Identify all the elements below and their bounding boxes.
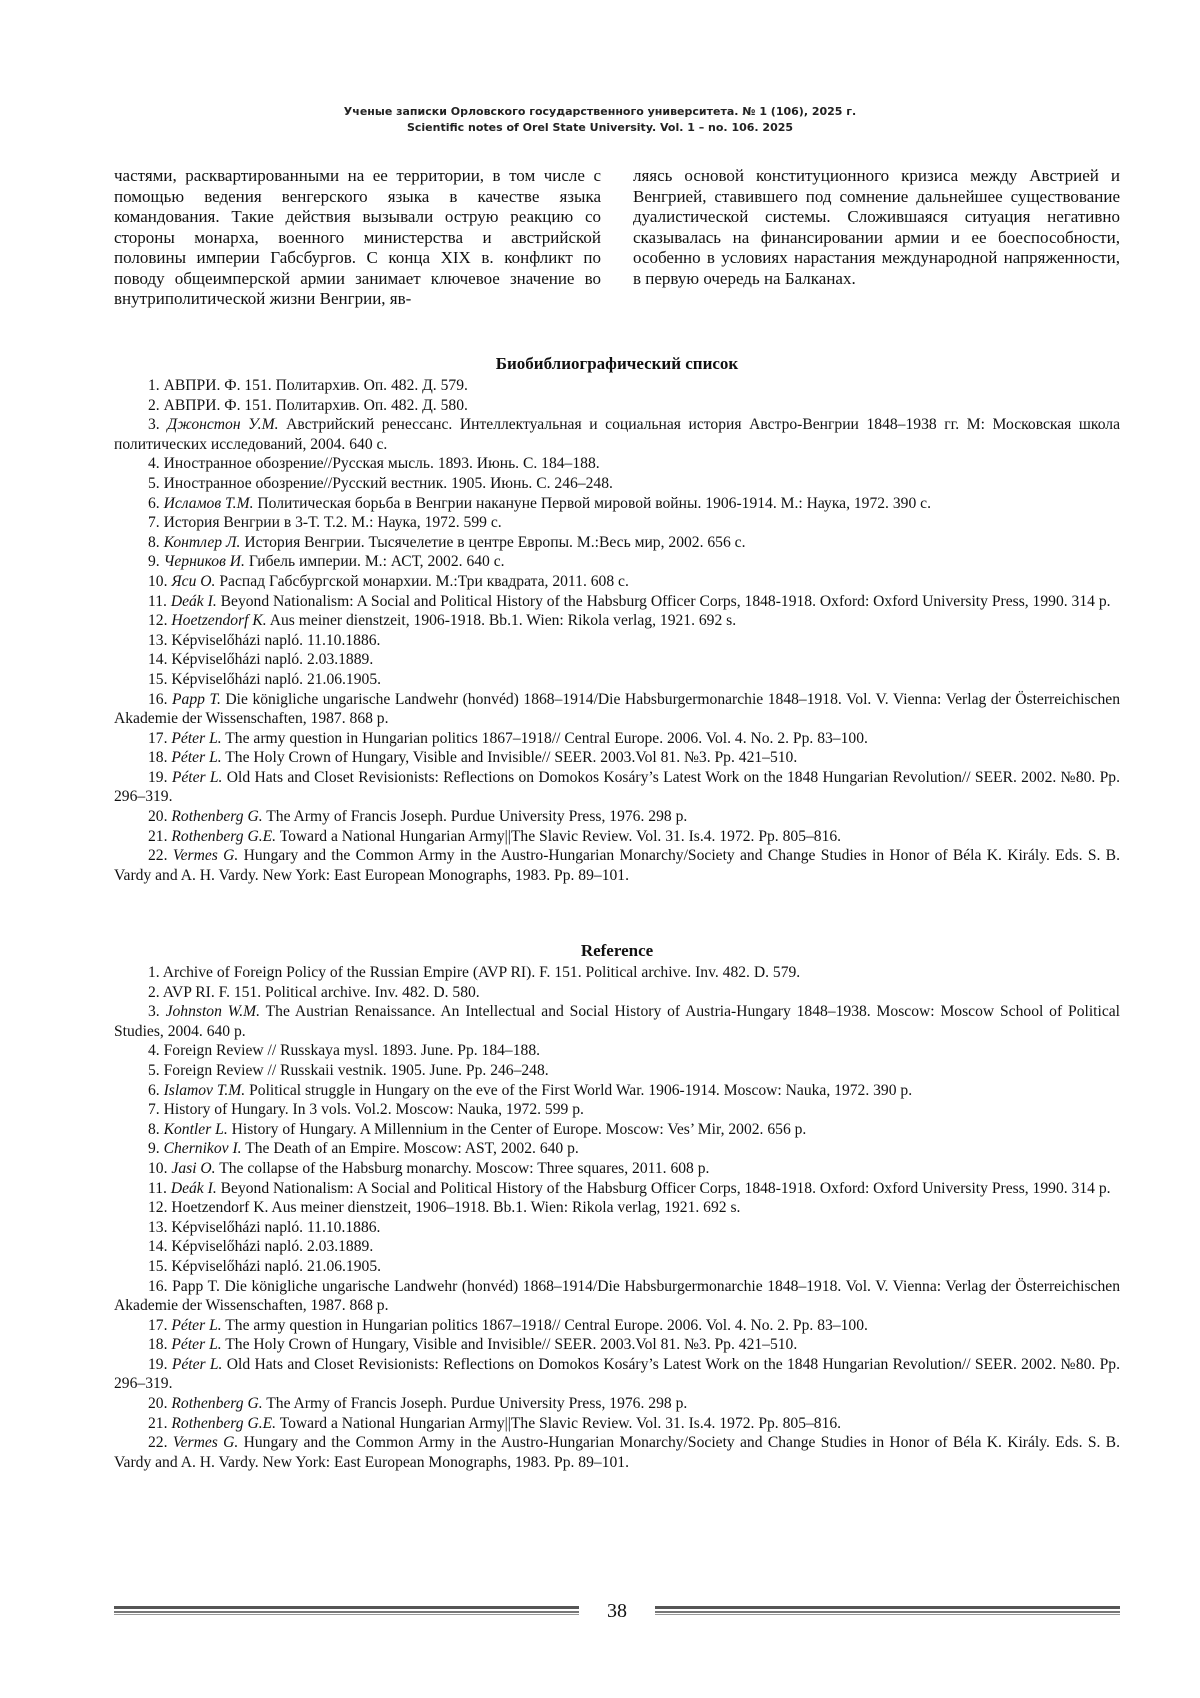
entry-number: 13. xyxy=(148,631,168,649)
entry-number: 2. xyxy=(148,983,160,1001)
reference-entry xyxy=(114,396,1120,416)
entry-number: 15. xyxy=(148,670,168,688)
entry-number: 3. xyxy=(148,416,160,434)
entry-number: 16. xyxy=(148,1277,168,1295)
reference-entry xyxy=(114,827,1120,847)
reference-entry xyxy=(114,415,1120,454)
entry-author: Rothenberg G.E. xyxy=(171,1414,277,1432)
entry-author: Deák I. xyxy=(170,1179,217,1197)
running-header xyxy=(0,104,1200,136)
entry-number: 19. xyxy=(148,768,168,786)
reference-entry xyxy=(114,768,1120,807)
entry-text: Képviselőházi napló. 2.03.1889. xyxy=(171,651,374,669)
reference-entry xyxy=(114,631,1120,651)
entry-author: Jasi O. xyxy=(171,1159,216,1177)
reference-entry xyxy=(114,1139,1120,1159)
footer-rule-left xyxy=(114,1606,579,1615)
entry-number: 3. xyxy=(148,1003,160,1021)
entry-text: Иностранное обозрение//Русская мысль. 1893. Июнь. С. 184–188. xyxy=(163,455,600,473)
entry-number: 16. xyxy=(148,690,168,708)
entry-number: 19. xyxy=(148,1355,168,1373)
entry-author: Kontler L. xyxy=(163,1120,228,1138)
entry-text: Распад Габсбургской монархии. М.:Три квадрата, 2011. 608 с. xyxy=(219,572,629,590)
entry-text: Иностранное обозрение//Русский вестник. 1905. Июнь. С. 246–248. xyxy=(163,474,613,492)
entry-text: Hungary and the Common Army in the Austro-Hungarian Monarchy/Society and Change Studies in Honor of Béla K. Király. Eds. S. B. Vardy and A. H. Vardy. New York: East European Monographs, 1983. Pp. 89–101. xyxy=(114,847,1120,884)
entry-author: Vermes G. xyxy=(172,847,239,865)
reference-entry xyxy=(114,376,1120,396)
entry-number: 10. xyxy=(148,1159,168,1177)
entry-author: Rothenberg G. xyxy=(171,808,263,826)
entry-number: 6. xyxy=(148,494,160,512)
entry-number: 18. xyxy=(148,1336,168,1354)
entry-author: Péter L. xyxy=(171,1336,222,1354)
reference-entry xyxy=(114,1335,1120,1355)
entry-author: Péter L. xyxy=(171,749,222,767)
entry-text: Papp T. Die königliche ungarische Landwehr (honvéd) 1868–1914/Die Habsburgermonarchie 1848–1918. Vol. V. Vienna: Verlag der Österreichischen Akademie der Wissenschaften, 1987. 868 p. xyxy=(114,1277,1120,1315)
entry-number: 4. xyxy=(148,455,160,473)
entry-author: Péter L. xyxy=(171,1316,222,1334)
entry-number: 7. xyxy=(148,1101,160,1119)
header-english: Scientific notes of Orel State University. Vol. 1 – no. 106. 2025 xyxy=(406,121,794,134)
entry-text: Aus meiner dienstzeit, 1906-1918. Bb.1. Wien: Rikola verlag, 1921. 692 s. xyxy=(269,612,737,630)
entry-text: Old Hats and Closet Revisionists: Reflections on Domokos Kosáry’s Latest Work on the 1848 Hungarian Revolution// SEER. 2002. №80. Pp. 296–319. xyxy=(114,1355,1120,1393)
page-footer xyxy=(114,1596,1120,1624)
entry-text: Hoetzendorf K. Aus meiner dienstzeit, 1906–1918. Bb.1. Wien: Rikola verlag, 1921. 692 s. xyxy=(171,1199,741,1217)
entry-number: 11. xyxy=(148,1179,167,1197)
page-number: 38 xyxy=(607,1600,627,1622)
body-column-right: ляясь основой конституционного кризиса между Австрией и Венгрией, ставившего под сомнение дальнейшее существование дуалистической системы. Сложившаяся ситуация негативно сказывалась на финансировании армии и ее боеспособности, особенно в условиях нарастания международной напряженности, в первую очередь на Балканах. xyxy=(633,166,1120,288)
header-russian: Ученые записки Орловского государственного университета. № 1 (106), 2025 г. xyxy=(343,105,857,118)
reference-entry xyxy=(114,1277,1120,1316)
entry-text: Political struggle in Hungary on the eve of the First World War. 1906-1914. Moscow: Nauka, 1972. 390 p. xyxy=(249,1081,913,1099)
reference-entry xyxy=(114,474,1120,494)
entry-author: Исламов Т.М. xyxy=(163,494,254,512)
entry-text: Képviselőházi napló. 21.06.1905. xyxy=(171,1257,382,1275)
entry-number: 12. xyxy=(148,612,168,630)
reference-entry xyxy=(114,611,1120,631)
reference-entry xyxy=(114,748,1120,768)
reference-entry xyxy=(114,983,1120,1003)
entry-number: 10. xyxy=(148,572,168,590)
reference-entry xyxy=(114,1394,1120,1414)
entry-text: Képviselőházi napló. 2.03.1889. xyxy=(171,1238,374,1256)
entry-author: Rothenberg G. xyxy=(171,1395,263,1413)
entry-text: Archive of Foreign Policy of the Russian Empire (AVP RI). F. 151. Political archive. Inv. 482. D. 579. xyxy=(162,964,801,981)
entry-author: Rothenberg G.E. xyxy=(171,827,277,845)
reference-entry xyxy=(114,1414,1120,1434)
entry-number: 12. xyxy=(148,1199,168,1217)
entry-number: 20. xyxy=(148,808,168,826)
bibliography-title: Биобиблиографический список xyxy=(495,354,739,373)
entry-text: Hungary and the Common Army in the Austro-Hungarian Monarchy/Society and Change Studies in Honor of Béla K. Király. Eds. S. B. Vardy and A. H. Vardy. New York: East European Monographs, 1983. Pp. 89–101. xyxy=(114,1434,1120,1471)
entry-text: Beyond Nationalism: A Social and Political History of the Habsburg Officer Corps, 1848-1918. Oxford: Oxford University Press, 1990. 314 p. xyxy=(220,592,1111,610)
reference-entry xyxy=(114,552,1120,572)
body-column-left: частями, расквартированными на ее территории, в том числе с помощью ведения венгерского языка в качестве языка командования. Такие действия вызывали острую реакцию со стороны монарха, военного министерства и австрийской половины империи Габсбургов. С конца XIX в. конфликт по поводу общеимперской армии занимает ключевое значение во внутриполитической жизни Венгрии, яв- xyxy=(114,166,601,308)
entry-text: Képviselőházi napló. 11.10.1886. xyxy=(171,631,381,649)
reference-entry xyxy=(114,650,1120,670)
entry-author: Péter L. xyxy=(171,768,223,786)
entry-number: 17. xyxy=(148,1316,168,1334)
reference-entry xyxy=(114,494,1120,514)
reference-entry xyxy=(114,1433,1120,1472)
reference-entry xyxy=(114,513,1120,533)
reference-entry xyxy=(114,533,1120,553)
entry-number: 22. xyxy=(148,1434,168,1452)
entry-author: Джонстон У.М. xyxy=(167,416,279,434)
entry-text: The Holy Crown of Hungary, Visible and Invisible// SEER. 2003.Vol 81. №3. Pp. 421–510. xyxy=(225,1336,798,1354)
entry-text: The Austrian Renaissance. An Intellectual and Social History of Austria-Hungary 1848–1938. Moscow: Moscow School of Political Studies, 2004. 640 p. xyxy=(114,1003,1120,1040)
entry-text: АВПРИ. Ф. 151. Политархив. Оп. 482. Д. 579. xyxy=(163,377,468,394)
reference-entry xyxy=(114,1237,1120,1257)
entry-number: 21. xyxy=(148,827,168,845)
reference-entry xyxy=(114,454,1120,474)
reference-entry xyxy=(114,1061,1120,1081)
entry-text: The Holy Crown of Hungary, Visible and Invisible// SEER. 2003.Vol 81. №3. Pp. 421–510. xyxy=(225,749,798,767)
reference-entry xyxy=(114,592,1120,612)
reference-entry xyxy=(114,1257,1120,1277)
reference-entry xyxy=(114,729,1120,749)
entry-number: 9. xyxy=(148,1140,160,1158)
entry-number: 5. xyxy=(148,1061,160,1079)
entry-author: Péter L. xyxy=(171,729,222,747)
footer-rule-right xyxy=(655,1606,1120,1615)
reference-entry xyxy=(114,807,1120,827)
entry-number: 22. xyxy=(148,847,168,865)
entry-number: 17. xyxy=(148,729,168,747)
entry-text: Австрийский ренессанс. Интеллектуальная и социальная история Австро-Венгрии 1848–1938 гг. М: Московская школа политических исследований, 2004. 640 с. xyxy=(114,416,1120,453)
entry-number: 14. xyxy=(148,651,168,669)
entry-author: Vermes G. xyxy=(172,1434,239,1452)
entry-author: Johnston W.M. xyxy=(165,1003,261,1021)
entry-number: 14. xyxy=(148,1238,168,1256)
bibliography-section xyxy=(114,354,1120,885)
reference-entry xyxy=(114,690,1120,729)
entry-text: История Венгрии в 3-Т. Т.2. М.: Наука, 1972. 599 с. xyxy=(163,514,502,532)
entry-text: Die königliche ungarische Landwehr (honvéd) 1868–1914/Die Habsburgermonarchie 1848–1918. Vol. V. Vienna: Verlag der Österreichischen Akademie der Wissenschaften, 1987. 868 p. xyxy=(114,690,1121,728)
entry-number: 18. xyxy=(148,749,168,767)
entry-number: 8. xyxy=(148,1120,160,1138)
reference-entry xyxy=(114,1218,1120,1238)
entry-text: The collapse of the Habsburg monarchy. Moscow: Three squares, 2011. 608 p. xyxy=(219,1159,710,1177)
entry-text: The army question in Hungarian politics 1867–1918// Central Europe. 2006. Vol. 4. No. 2. Pp. 83–100. xyxy=(225,729,868,747)
entry-author: Яси О. xyxy=(171,572,216,590)
entry-text: Foreign Review // Russkaya mysl. 1893. June. Pp. 184–188. xyxy=(163,1042,541,1060)
entry-number: 2. xyxy=(148,396,160,414)
entry-text: Beyond Nationalism: A Social and Political History of the Habsburg Officer Corps, 1848-1918. Oxford: Oxford University Press, 1990. 314 p. xyxy=(220,1179,1111,1197)
entry-text: The Death of an Empire. Moscow: AST, 2002. 640 p. xyxy=(245,1140,579,1158)
reference-entry xyxy=(114,1159,1120,1179)
entry-number: 8. xyxy=(148,533,160,551)
entry-text: The Army of Francis Joseph. Purdue University Press, 1976. 298 p. xyxy=(266,808,688,826)
reference-entry xyxy=(114,963,1120,983)
entry-text: Toward a National Hungarian Army||The Slavic Review. Vol. 31. Is.4. 1972. Pp. 805–816. xyxy=(279,827,842,845)
entry-text: Гибель империи. М.: АСТ, 2002. 640 с. xyxy=(248,553,505,571)
reference-entry xyxy=(114,1002,1120,1041)
entry-text: Toward a National Hungarian Army||The Slavic Review. Vol. 31. Is.4. 1972. Pp. 805–816. xyxy=(279,1414,842,1432)
entry-author: Черников И. xyxy=(163,553,245,571)
entry-number: 9. xyxy=(148,553,160,571)
entry-text: AVP RI. F. 151. Political archive. Inv. 482. D. 580. xyxy=(162,983,480,1001)
entry-number: 13. xyxy=(148,1218,168,1236)
body-text-columns xyxy=(114,166,1120,310)
entry-number: 20. xyxy=(148,1395,168,1413)
entry-text: History of Hungary. A Millennium in the Center of Europe. Moscow: Ves’ Mir, 2002. 656 p. xyxy=(231,1120,807,1138)
entry-author: Chernikov I. xyxy=(163,1140,242,1158)
reference-entry xyxy=(114,1179,1120,1199)
entry-author: Hoetzendorf K. xyxy=(171,612,267,630)
entry-number: 7. xyxy=(148,514,160,532)
entry-number: 4. xyxy=(148,1042,160,1060)
reference-entry xyxy=(114,670,1120,690)
bibliography-list xyxy=(114,376,1120,885)
reference-entry xyxy=(114,1100,1120,1120)
entry-number: 1. xyxy=(148,377,160,394)
entry-text: Képviselőházi napló. 21.06.1905. xyxy=(171,670,382,688)
reference-list xyxy=(114,963,1120,1472)
entry-text: АВПРИ. Ф. 151. Политархив. Оп. 482. Д. 580. xyxy=(163,396,468,414)
entry-text: Képviselőházi napló. 11.10.1886. xyxy=(171,1218,381,1236)
reference-entry xyxy=(114,846,1120,885)
entry-author: Контлер Л. xyxy=(163,533,241,551)
entry-number: 6. xyxy=(148,1081,160,1099)
entry-number: 1. xyxy=(148,964,160,981)
entry-author: Papp T. xyxy=(172,690,221,708)
entry-author: Islamov T.M. xyxy=(163,1081,246,1099)
entry-number: 15. xyxy=(148,1257,168,1275)
reference-title: Reference xyxy=(580,941,654,960)
reference-section xyxy=(114,941,1120,1472)
entry-text: The army question in Hungarian politics 1867–1918// Central Europe. 2006. Vol. 4. No. 2. Pp. 83–100. xyxy=(225,1316,868,1334)
reference-entry xyxy=(114,1041,1120,1061)
entry-number: 11. xyxy=(148,592,167,610)
entry-text: История Венгрии. Тысячелетие в центре Европы. М.:Весь мир, 2002. 656 с. xyxy=(244,533,746,551)
entry-author: Péter L. xyxy=(171,1355,223,1373)
entry-number: 21. xyxy=(148,1414,168,1432)
reference-entry xyxy=(114,1198,1120,1218)
entry-author: Deák I. xyxy=(170,592,217,610)
reference-entry xyxy=(114,1316,1120,1336)
entry-text: Old Hats and Closet Revisionists: Reflections on Domokos Kosáry’s Latest Work on the 1848 Hungarian Revolution// SEER. 2002. №80. Pp. 296–319. xyxy=(114,768,1120,806)
reference-entry xyxy=(114,1355,1120,1394)
entry-text: Политическая борьба в Венгрии накануне Первой мировой войны. 1906-1914. М.: Наука, 1972. 390 с. xyxy=(257,494,931,512)
reference-entry xyxy=(114,1081,1120,1101)
entry-text: History of Hungary. In 3 vols. Vol.2. Moscow: Nauka, 1972. 599 p. xyxy=(163,1101,584,1119)
reference-entry xyxy=(114,1120,1120,1140)
entry-number: 5. xyxy=(148,474,160,492)
entry-text: The Army of Francis Joseph. Purdue University Press, 1976. 298 p. xyxy=(266,1395,688,1413)
reference-entry xyxy=(114,572,1120,592)
entry-text: Foreign Review // Russkaii vestnik. 1905. June. Pp. 246–248. xyxy=(163,1061,549,1079)
